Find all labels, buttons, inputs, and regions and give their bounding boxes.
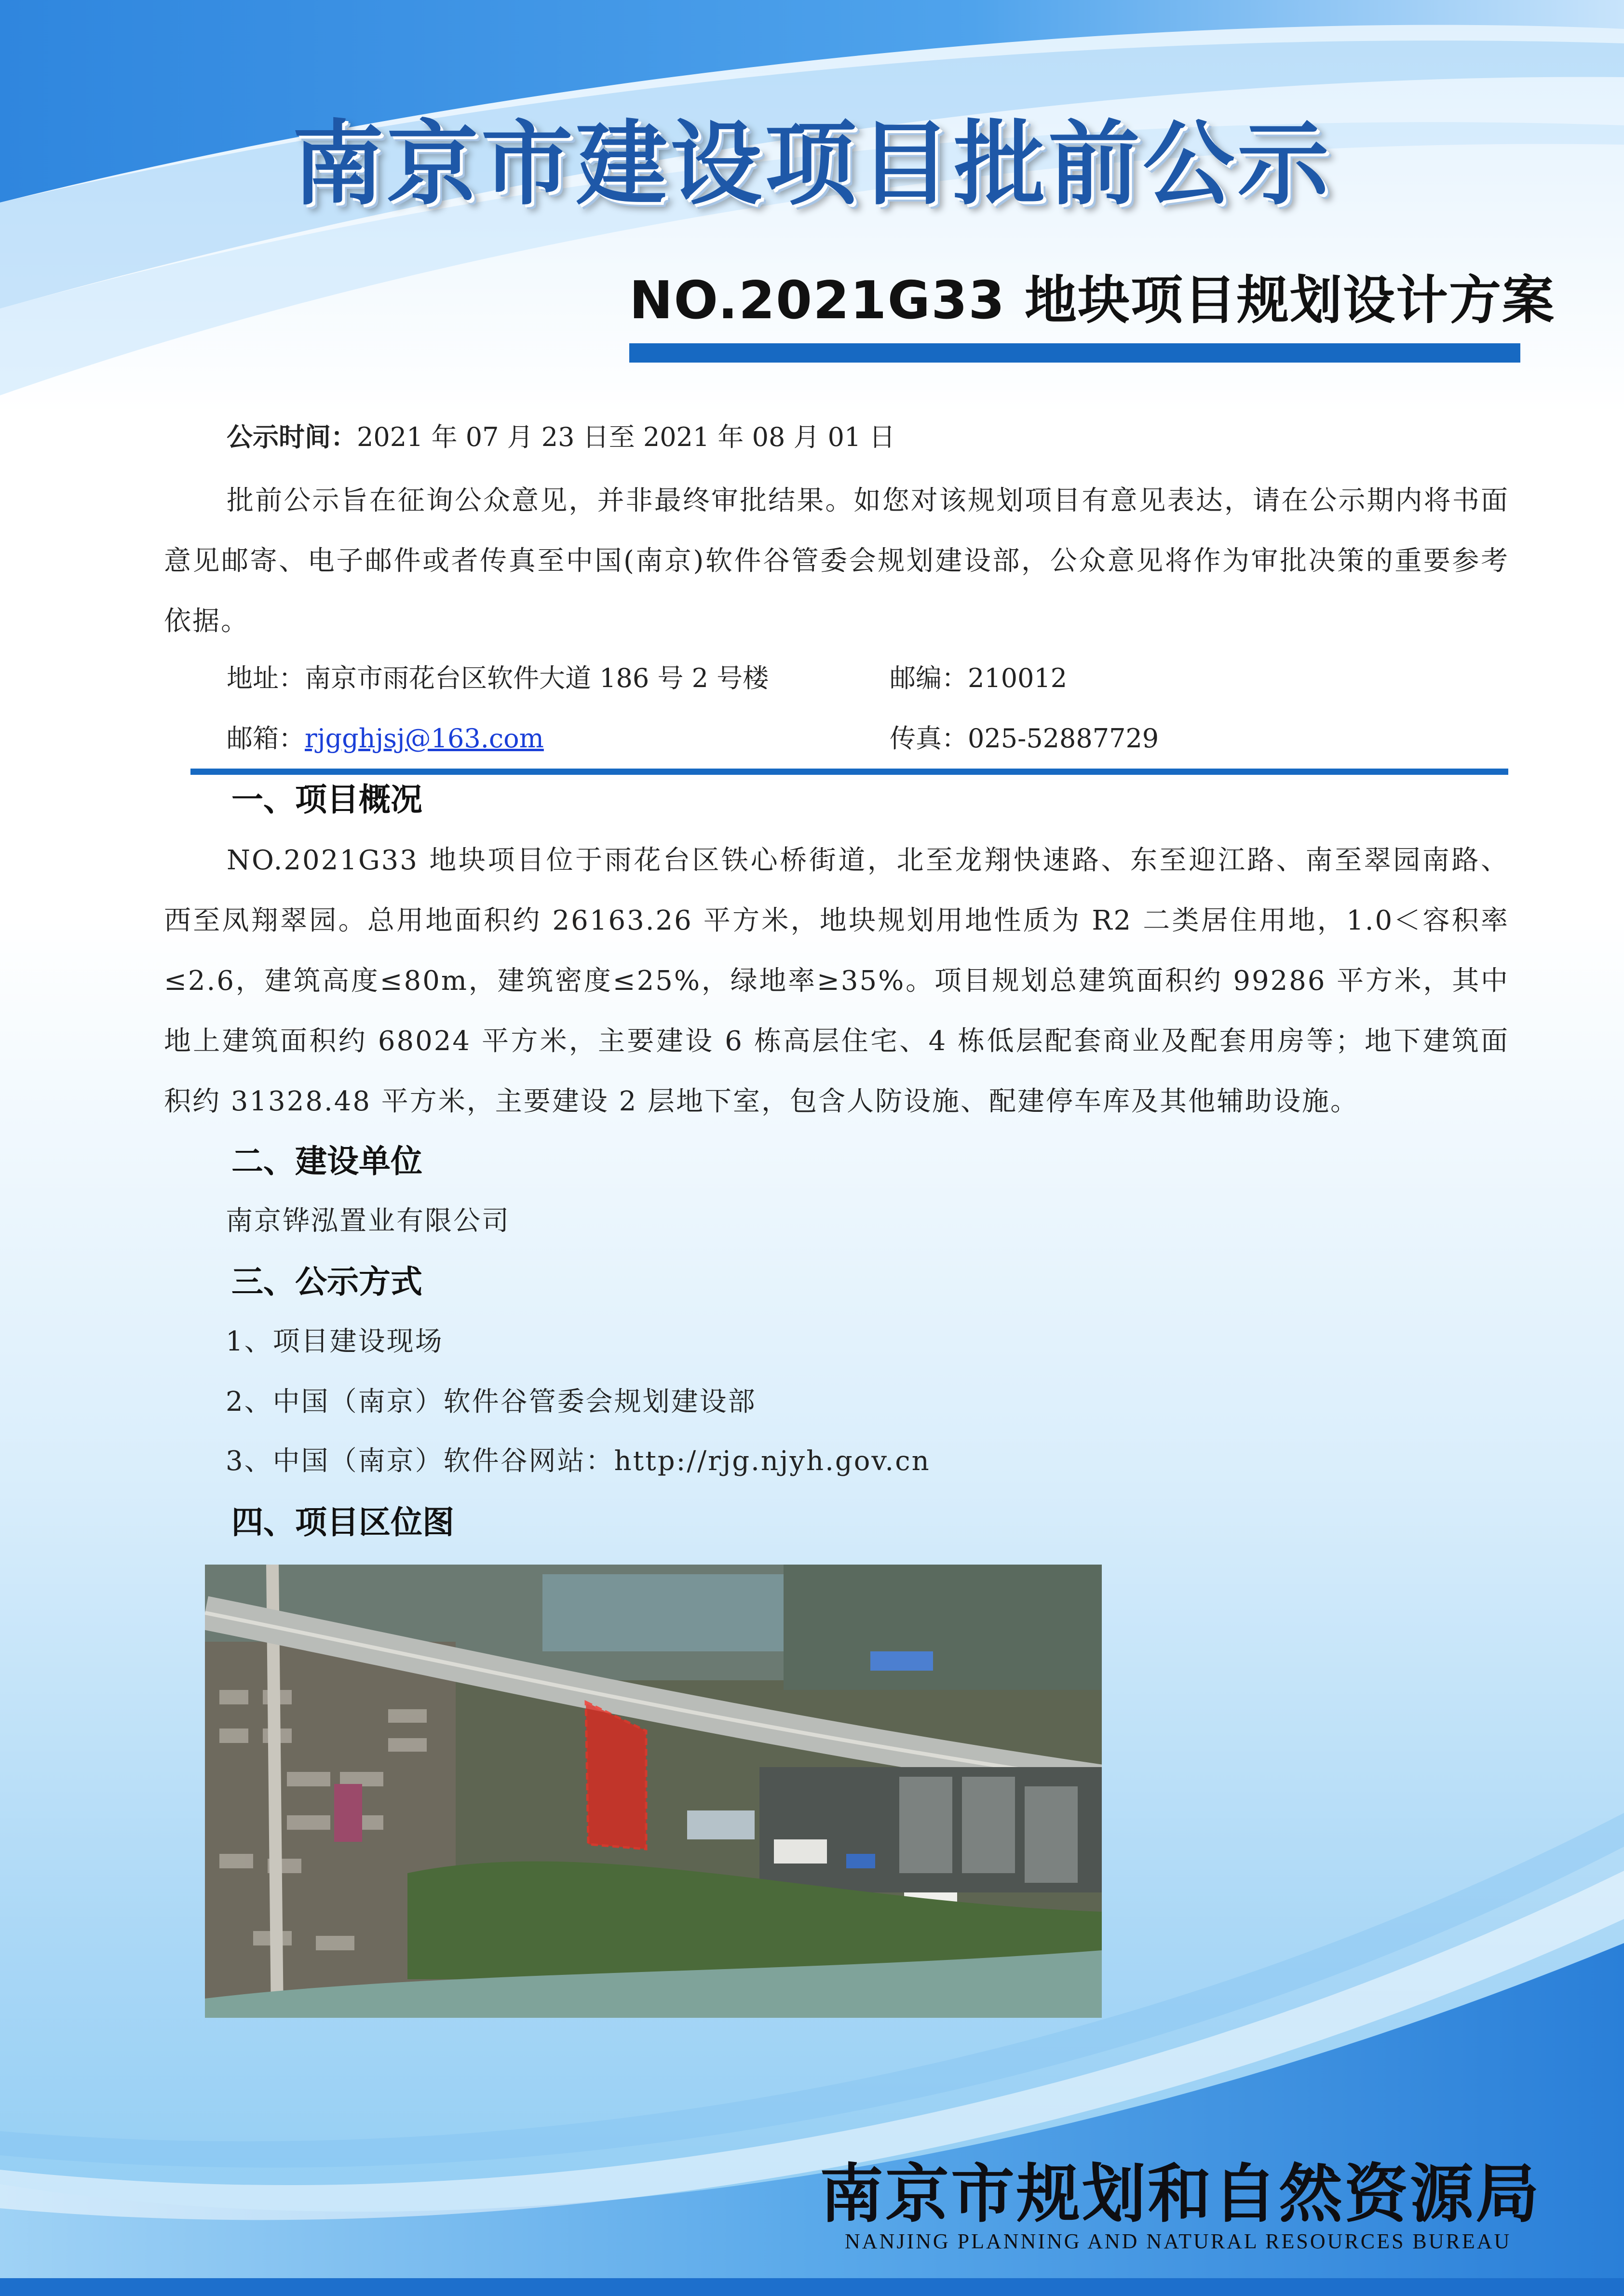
email-line (227, 723, 544, 754)
method-heading: 三、公示方式 (231, 1263, 422, 1300)
period-label: 公示时间： (227, 422, 357, 452)
postcode-line (890, 665, 1067, 691)
period-value: 2021 年 07 月 23 日至 2021 年 08 月 01 日 (357, 422, 895, 452)
fax-line (890, 723, 1159, 754)
address-label: 地址： (227, 663, 305, 693)
address-value: 南京市雨花台区软件大道 186 号 2 号楼 (305, 663, 769, 693)
overview-heading: 一、项目概况 (231, 781, 422, 818)
page-title: 南京市建设项目批前公示 (292, 110, 1332, 217)
fax-value: 025-52887729 (968, 723, 1159, 754)
method-item-3: 3、中国（南京）软件谷网站：http://rjg.njyh.gov.cn (226, 1445, 931, 1477)
location-map (205, 1565, 1102, 2018)
section-divider (190, 769, 1508, 775)
notice-intro: 批前公示旨在征询公众意见，并非最终审批结果。如您对该规划项目有意见表达，请在公示期内将书面意见邮寄、电子邮件或者传真至中国(南京)软件谷管委会规划建设部，公众意见将作为审批决策的重要参考依据。 (164, 485, 1509, 637)
builder-heading: 二、建设单位 (231, 1143, 422, 1180)
organization-name-en: NANJING PLANNING AND NATURAL RESOURCES BUREAU (845, 2229, 1512, 2253)
notice-period (227, 424, 895, 450)
subtitle-underline (629, 343, 1520, 363)
overview-text: NO.2021G33 地块项目位于雨花台区铁心桥街道，北至龙翔快速路、东至迎江路、南至翠园南路、西至凤翔翠园。总用地面积约 26163.26 平方米，地块规划用地性质为 R2 二类居住用地，1.0＜容积率≤2.6，建筑高度≤80m，建筑密度≤25%，绿地率≥35%。项目规划总建筑面积约 99286 平方米，其中地上建筑面积约 68024 平方米，主要建设 6 栋高层住宅、4 栋低层配套商业及配套用房等；地下建筑面积约 31328.48 平方米，主要建设 2 层地下室，包含人防设施、配建停车库及其他辅助设施。 (164, 845, 1509, 1117)
address-line (227, 665, 769, 691)
organization-name-cn: 南京市规划和自然资源局 (820, 2157, 1541, 2231)
map-heading: 四、项目区位图 (231, 1504, 454, 1541)
project-subtitle: NO.2021G33 地块项目规划设计方案 (629, 270, 1555, 331)
builder-name: 南京铧泓置业有限公司 (226, 1205, 510, 1237)
postcode-value: 210012 (968, 663, 1068, 693)
postcode-label: 邮编： (890, 663, 968, 693)
fax-label: 传真： (890, 723, 968, 754)
email-link[interactable]: rjgghjsj@163.com (305, 723, 544, 754)
method-item-2: 2、中国（南京）软件谷管委会规划建设部 (226, 1386, 757, 1418)
email-label: 邮箱： (227, 723, 305, 754)
method-item-1: 1、项目建设现场 (226, 1326, 444, 1357)
